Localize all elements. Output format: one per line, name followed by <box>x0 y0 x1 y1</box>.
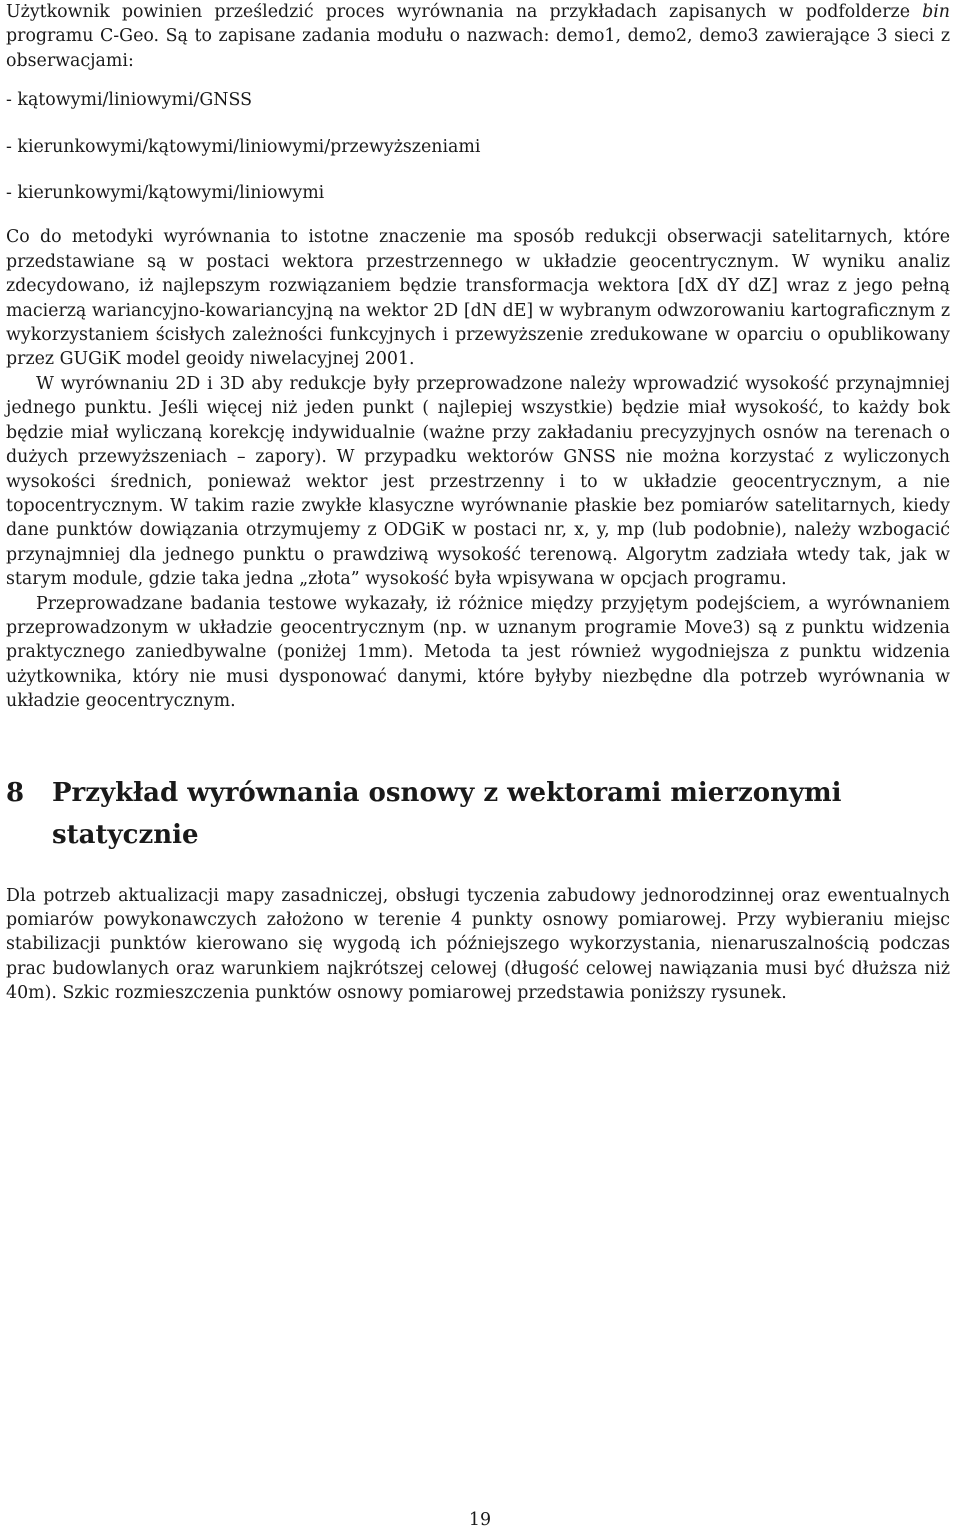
document-page <box>6 0 950 1006</box>
paragraph-example: Dla potrzeb aktualizacji mapy zasadniczej, obsługi tyczenia zabudowy jednorodzinnej oraz ewentualnych pomiarów powykonawczych założono w terenie 4 punkty osnowy pomiarowej. Przy wybieraniu miejsc stabilizacji punktów kierowano się wygodą ich późniejszego wykorzystania, nienaruszalnością podczas prac budowlanych oraz warunkiem najkrótszej celowej (długość celowej nawiązania musi być dłuższa niż 40m). Szkic rozmieszczenia punktów osnowy pomiarowej przedstawia poniższy rysunek. <box>6 885 950 1004</box>
paragraph-tests: Przeprowadzane badania testowe wykazały, iż różnice między przyjętym podejściem, a wyrównaniem przeprowadzonym w układzie geocentrycznym (np. w uznanym programie Move3) są z punktu widzenia praktycznego zaniedbywalne (poniżej 1mm). Metoda ta jest również wygodniejsza z punktu widzenia użytkownika, który nie musi dysponować danymi, które byłyby niezbędne dla potrzeb wyrównania w układzie geocentrycznym. <box>6 593 950 712</box>
observation-list <box>6 88 950 205</box>
list-item: - kątowymi/liniowymi/GNSS <box>6 90 252 111</box>
page-number: 19 <box>468 1510 492 1530</box>
intro-text-before: Użytkownik powinien prześledzić proces wyrównania na przykładach zapisanych w podfolderze <box>6 2 923 22</box>
paragraph-methodology: Co do metodyki wyrównania to istotne znaczenie ma sposób redukcji obserwacji satelitarnych, które przedstawiane są w postaci wektora przestrzennego w układzie geocentrycznym. W wyniku analiz zdecydowano, iż najlepszym rozwiązaniem będzie transformacja wektora [dX dY dZ] wraz z jego pełną macierzą wariancyjno-kowariancyjną na wektor 2D [dN dE] w wybranym odwzorowaniu kartograficznym z wykorzystaniem ścisłych zależności funkcyjnych i przewyższenie zredukowane w oparciu o opublikowany przez GUGiK model geoidy niwelacyjnej 2001. <box>6 227 950 370</box>
section-title: Przykład wyrównania osnowy z wektorami mierzonymi statycznie <box>52 777 842 850</box>
section-heading <box>6 772 950 856</box>
paragraph-reduction: W wyrównaniu 2D i 3D aby redukcje były przeprowadzone należy wprowadzić wysokość przynajmniej jednego punktu. Jeśli więcej niż jeden punkt ( najlepiej wszystkie) będzie miał wysokość, to każdy bok będzie miał wyliczaną korekcję indywidualnie (ważne przy zakładaniu precyzyjnych osnów na terenach o dużych przewyższeniach – zapory). W przypadku wektorów GNSS nie można korzystać z wyliczonych wysokości średnich, ponieważ wektor jest przestrzenny i to w układzie geocentrycznym, a nie topocentrycznym. W takim razie zwykłe klasyczne wyrównanie płaskie bez pomiarów satelitarnych, kiedy dane punktów dowiązania otrzymujemy z ODGiK w postaci nr, x, y, mp (lub podobnie), należy wzbogacić przynajmniej dla jednego punktu o prawdziwą wysokość terenową. Algorytm zadziała wtedy tak, jak w starym module, gdzie taka jedna „złota” wysokość była wpisywana w opcjach programu. <box>6 373 950 590</box>
list-item: - kierunkowymi/kątowymi/liniowymi/przewyższeniami <box>6 136 481 157</box>
list-item: - kierunkowymi/kątowymi/liniowymi <box>6 183 325 204</box>
intro-paragraph <box>6 0 950 73</box>
section-number: 8 <box>6 777 25 808</box>
intro-text-after: programu C-Geo. Są to zapisane zadania modułu o nazwach: demo1, demo2, demo3 zawierające 3 sieci z obserwacjami: <box>6 26 950 71</box>
intro-italic-word: bin <box>922 2 950 22</box>
